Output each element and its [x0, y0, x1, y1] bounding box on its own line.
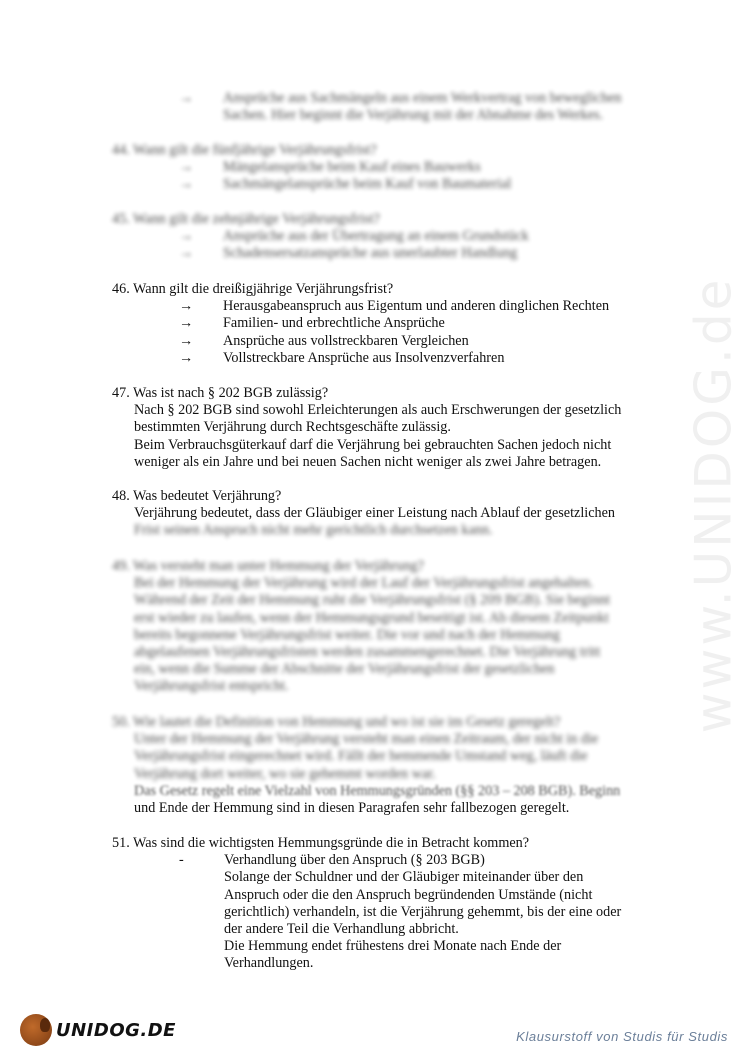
arrow-icon: → — [179, 245, 194, 262]
question-51 — [112, 835, 672, 973]
arrow-icon: → — [179, 349, 194, 366]
list-item: - Verhandlung über den Anspruch (§ 203 BGB) Solange der Schuldner und der Gläubiger miteinander über den Anspruch oder die den Anspruch begründenden Umstände (nicht gerichtlich) verhandeln, ist die Verjährung gehemmt, bis der eine oder der andere Teil die Verhandlung abbricht. Die Hemmung endet frühestens drei Monate nach Ende der Verhandlungen. — [112, 852, 672, 972]
question-title: 46. Wann gilt die dreißigjährige Verjährungsfrist? — [112, 281, 394, 297]
list-item-heading: Verhandlung über den Anspruch (§ 203 BGB) — [224, 852, 485, 869]
question-47 — [112, 385, 672, 471]
answer-text: Nach § 202 BGB sind sowohl Erleichterungen als auch Erschwerungen der gesetzlich bestimmten Verjährung durch Rechtsgeschäfte zulässig. Beim Verbrauchsgüterkauf darf die Verjährung bei gebrauchten Sachen jedoch nicht weniger als ein Jahre und bei neuen Sachen nicht weniger als zwei Jahre betragen. — [134, 402, 622, 470]
question-title: 50. Wie lautet die Definition von Hemmung und wo ist sie im Gesetz geregelt? — [112, 714, 561, 730]
arrow-icon: → — [179, 90, 194, 106]
answer-line: Sachen. Hier beginnt die Verjährung mit der Abnahme des Werkes. — [223, 107, 604, 124]
question-48 — [112, 488, 672, 540]
question-title: 49. Was versteht man unter Hemmung der Verjährung? — [112, 558, 424, 574]
question-45 — [112, 211, 672, 263]
list-item: → Herausgabeanspruch aus Eigentum und anderen dinglichen Rechten — [179, 298, 610, 315]
question-title: 48. Was bedeutet Verjährung? — [112, 488, 282, 504]
list-item: → Familien- und erbrechtliche Ansprüche — [179, 315, 445, 332]
arrow-icon: → — [179, 228, 194, 245]
arrow-icon: → — [179, 159, 194, 176]
unidog-logo — [20, 1014, 176, 1046]
arrow-icon: → — [179, 176, 194, 193]
arrow-icon: → — [179, 332, 194, 349]
question-44 — [112, 142, 672, 194]
question-title: 51. Was sind die wichtigsten Hemmungsgründe die in Betracht kommen? — [112, 835, 530, 851]
answer-text: Unter der Hemmung der Verjährung versteht man einen Zeitraum, der nicht in die Verjährungsfrist eingerechnet wird. Fällt der hemmende Umstand weg, läuft die Verjährung dort weiter, wo sie gehemmt worden war. Das Gesetz regelt eine Vielzahl von Hemmungsgründen (§§ 203 – 208 BGB). Beginn und Ende der Hemmung sind in diesen Paragrafen sehr fallbezogen geregelt. — [134, 731, 621, 817]
answer-text: Bei der Hemmung der Verjährung wird der Lauf der Verjährungsfrist angehalten. Während der Zeit der Hemmung ruht die Verjährungsfrist (§ 209 BGB). Sie beginnt erst wieder zu laufen, wenn der Hemmungsgrund beseitigt ist. Ab diesem Zeitpunkt bereits begonnene Verjährungsfrist weiter. Die vor und nach der Hemmung abgelaufenen Verjährungsfristen werden zusammengerechnet. Die Verjährung tritt ein, wenn die Summe der Abschnitte der Verjährungsfrist der gesetzlichen Verjährungsfrist entspricht. — [134, 575, 611, 695]
dash-bullet: - — [179, 852, 184, 869]
arrow-icon: → — [179, 315, 194, 332]
watermark-text: www.UNIDOG.de — [684, 276, 743, 734]
question-46 — [112, 281, 672, 367]
question-title: 44. Wann gilt die fünfjährige Verjährungsfrist? — [112, 142, 377, 158]
list-item: → Sachmängelansprüche beim Kauf von Baumaterial — [179, 176, 512, 193]
answer-line: Ansprüche aus Sachmängeln aus einem Werkvertrag von beweglichen — [223, 90, 622, 106]
list-item: → Schadensersatzansprüche aus unerlaubter Handlung — [179, 245, 518, 262]
logo-text: UNIDOG.DE — [56, 1019, 176, 1041]
answer-text: Verjährung bedeutet, dass der Gläubiger einer Leistung nach Ablauf der gesetzlichen Frist seinen Anspruch nicht mehr gerichtlich durchsetzen kann. — [134, 505, 616, 539]
arrow-icon: → — [179, 298, 194, 315]
question-43-continuation — [112, 90, 672, 124]
list-item: → Mängelansprüche beim Kauf eines Bauwerks — [179, 159, 481, 176]
question-title: 45. Wann gilt die zehnjährige Verjährungsfrist? — [112, 211, 380, 227]
question-50 — [112, 714, 672, 817]
dog-icon — [20, 1014, 52, 1046]
question-title: 47. Was ist nach § 202 BGB zulässig? — [112, 385, 329, 401]
list-item: → Ansprüche aus vollstreckbaren Vergleichen — [179, 332, 469, 349]
question-49 — [112, 558, 672, 696]
footer-tagline: Klausurstoff von Studis für Studis — [516, 1029, 728, 1044]
list-item: → Ansprüche aus der Übertragung an einem Grundstück — [179, 228, 529, 245]
list-item: → Vollstreckbare Ansprüche aus Insolvenzverfahren — [179, 349, 505, 366]
